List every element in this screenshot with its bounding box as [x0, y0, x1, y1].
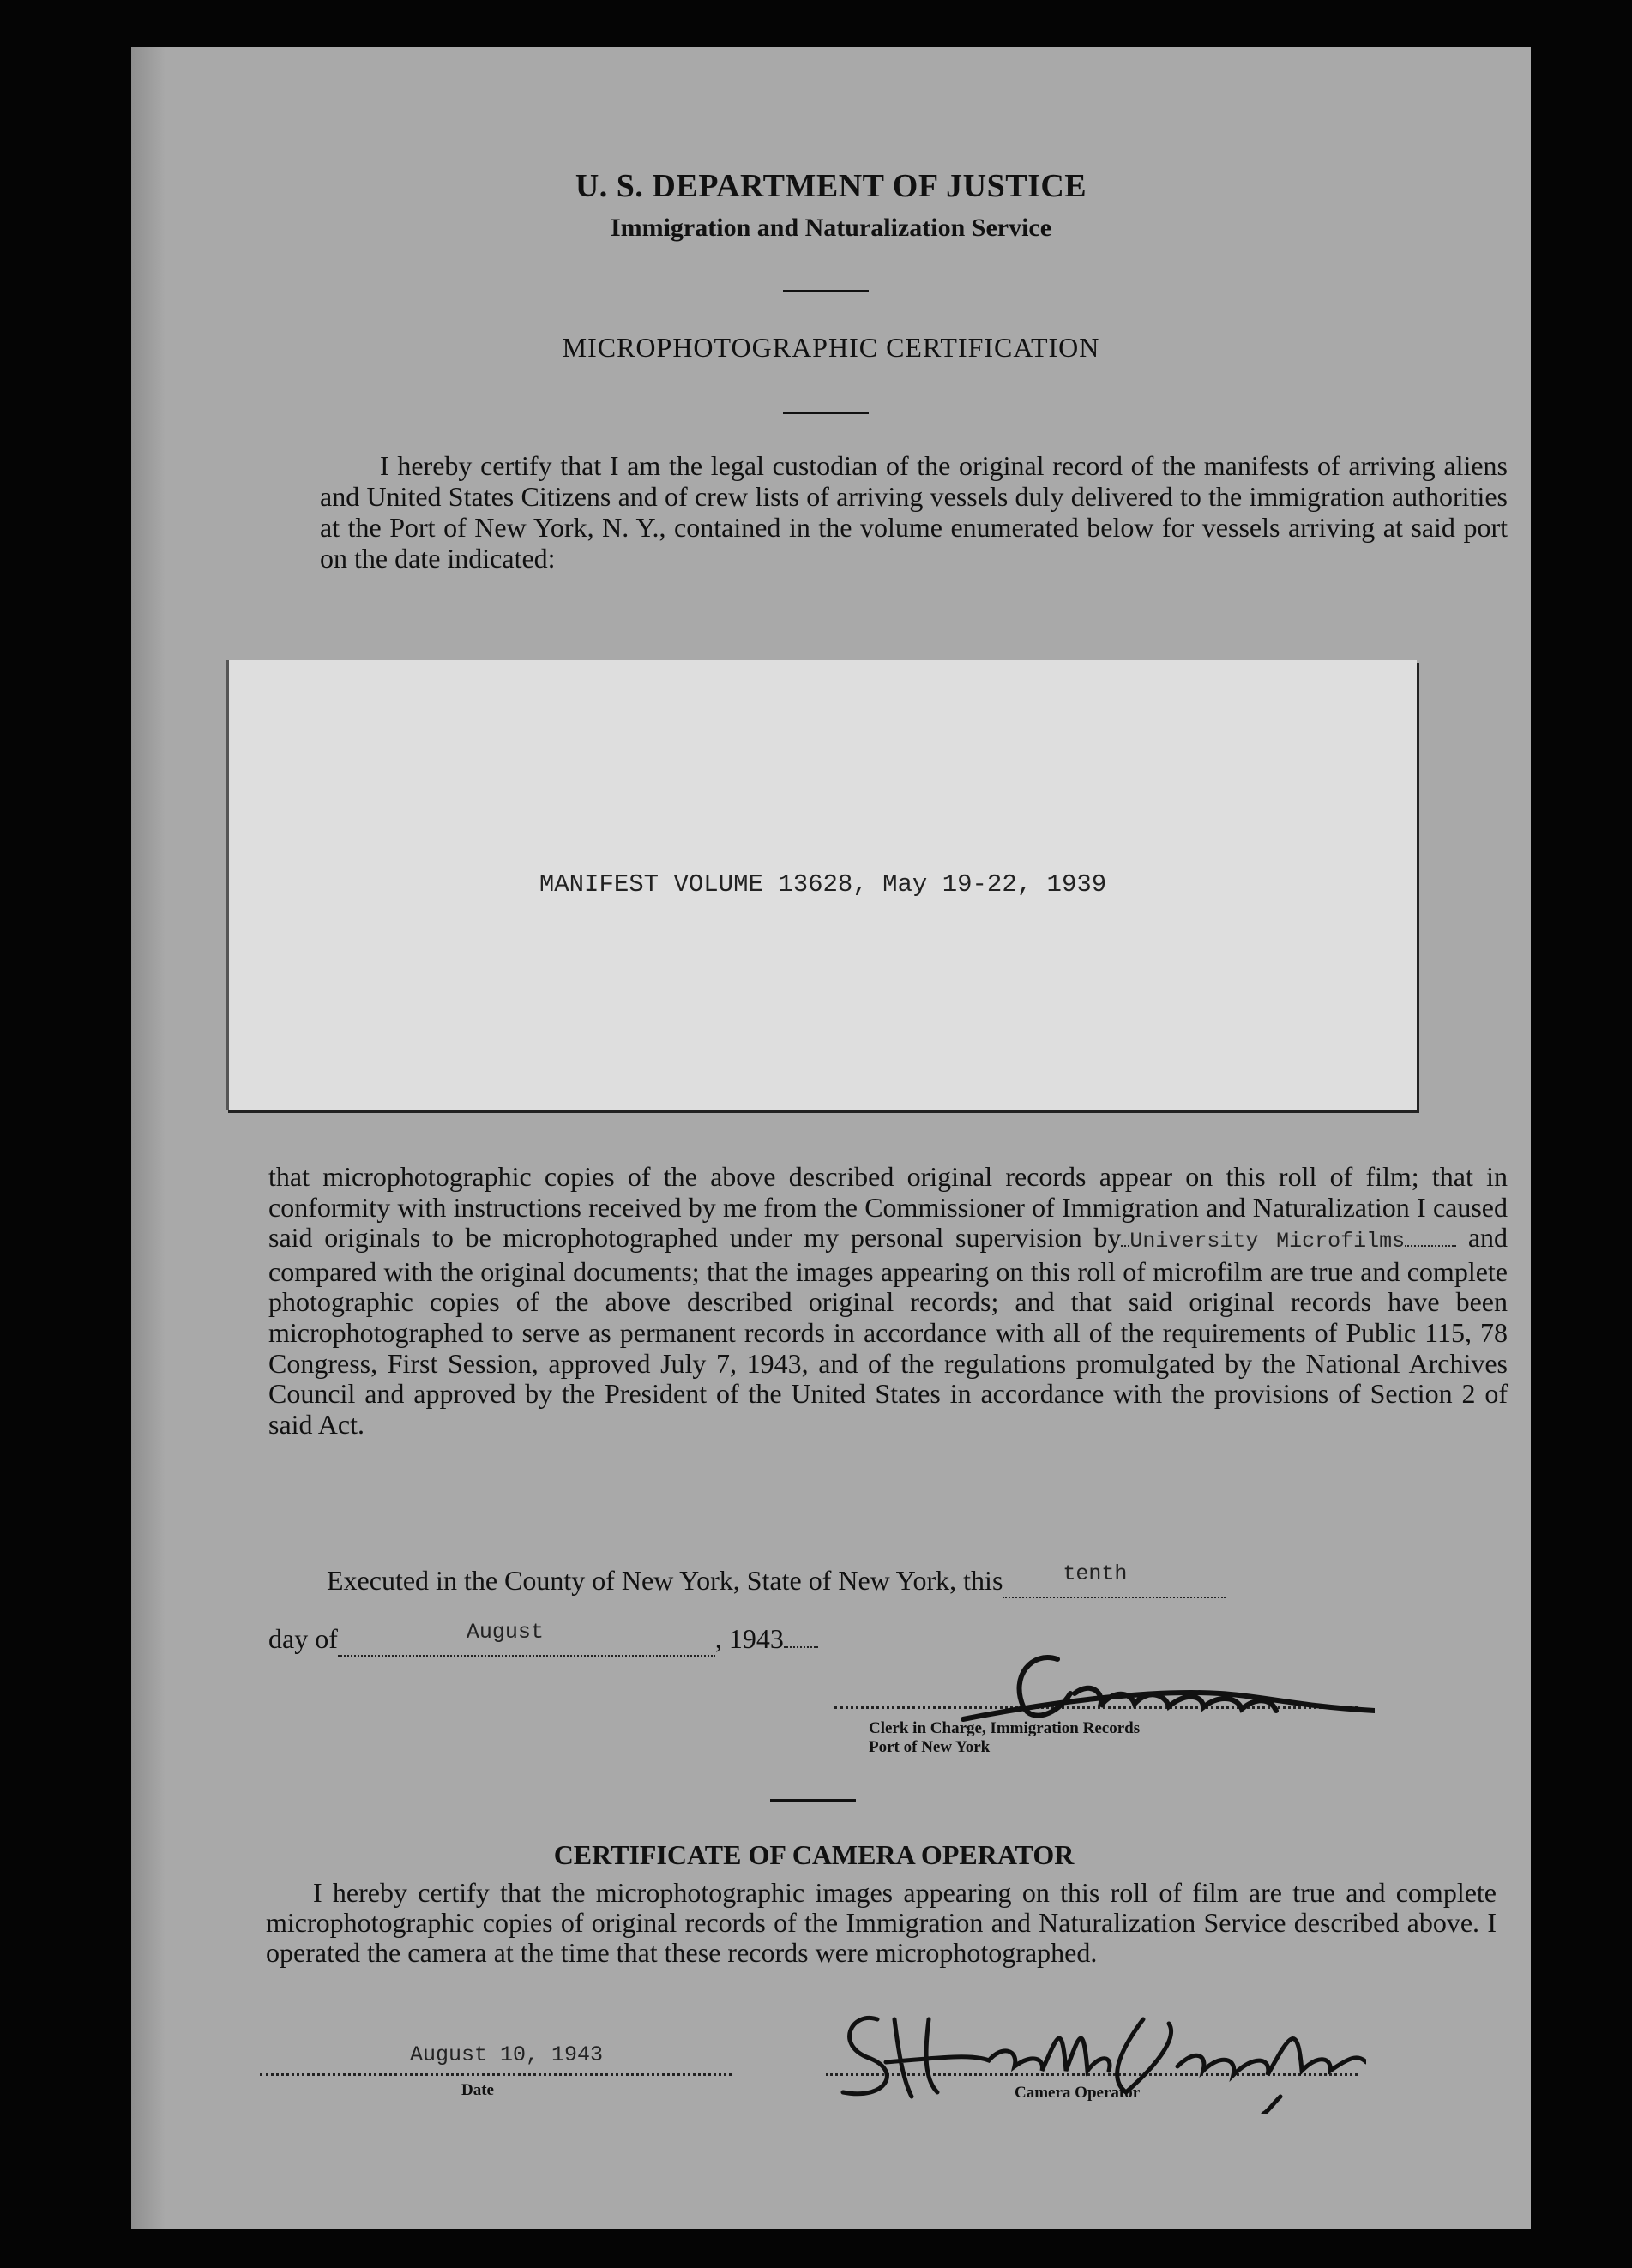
operator-label: Camera Operator	[1015, 2084, 1141, 2102]
operator-date-label: Date	[461, 2081, 494, 2099]
certificate-page	[131, 47, 1531, 2229]
supervisor-name: University Microfilms	[1129, 1229, 1406, 1254]
date-signature-line	[260, 2073, 732, 2076]
body-text-part2: and compared with the original documents; that the images appearing on this roll of microfilm are true and complete photographic copies of the above described original records; and that said original records have been microphotographed to serve as permanent records in accordance with all of the requirements of Public 115, 78 Congress, First Session, approved July 7, 1943, and of the regulations promulgated by the National Archives Council and approved by the President of the United States in accordance with the provisions of Section 2 of said Act.	[268, 1222, 1509, 1440]
operator-date-value: August 10, 1943	[410, 2042, 604, 2067]
executed-prefix: Executed in the County of New York, State of New York, this	[327, 1565, 1003, 1596]
certification-title: MICROPHOTOGRAPHIC CERTIFICATION	[562, 332, 1100, 363]
body-text-part1: that microphotographic copies of the above described original records appear on this roll of film; that in conformity with instructions received by me from the Commissioner of Immigration and Naturalization I caused said originals to be microphotographed under my personal supervision by	[268, 1161, 1508, 1254]
department-heading: U. S. DEPARTMENT OF JUSTICE	[575, 168, 1087, 204]
day-of-label: day of	[268, 1623, 338, 1654]
operator-paragraph: I hereby certify that the microphotographic images appearing on this roll of film are true and complete microphotographic copies of original records of the Immigration and Naturalization Service described above. I operated the camera at the time that these records were microphotographed.	[266, 1877, 1497, 1968]
operator-section-title: CERTIFICATE OF CAMERA OPERATOR	[553, 1839, 1075, 1870]
executed-line	[327, 1561, 1226, 1598]
intro-paragraph: I hereby certify that I am the legal custodian of the original record of the manifests of arriving aliens and United States Citizens and of crew lists of arriving vessels duly delivered to the immigration authorities at the Port of New York, N. Y., contained in the volume enumerated below for vessels arriving at said port on the date indicated:	[320, 450, 1508, 574]
divider	[783, 412, 869, 414]
date-line	[268, 1620, 818, 1657]
divider	[783, 290, 869, 292]
certification-body	[268, 1162, 1508, 1440]
clerk-title	[869, 1719, 1140, 1757]
executed-month: August	[466, 1620, 544, 1645]
manifest-volume-card	[226, 660, 1417, 1110]
clerk-title-line2: Port of New York	[869, 1738, 991, 1756]
manifest-volume-text: MANIFEST VOLUME 13628, May 19-22, 1939	[539, 870, 1107, 899]
service-subheading: Immigration and Naturalization Service	[610, 214, 1052, 242]
executed-year: , 1943	[714, 1623, 784, 1654]
executed-day: tenth	[1063, 1561, 1128, 1586]
divider	[770, 1799, 856, 1802]
clerk-title-line1: Clerk in Charge, Immigration Records	[869, 1719, 1141, 1737]
